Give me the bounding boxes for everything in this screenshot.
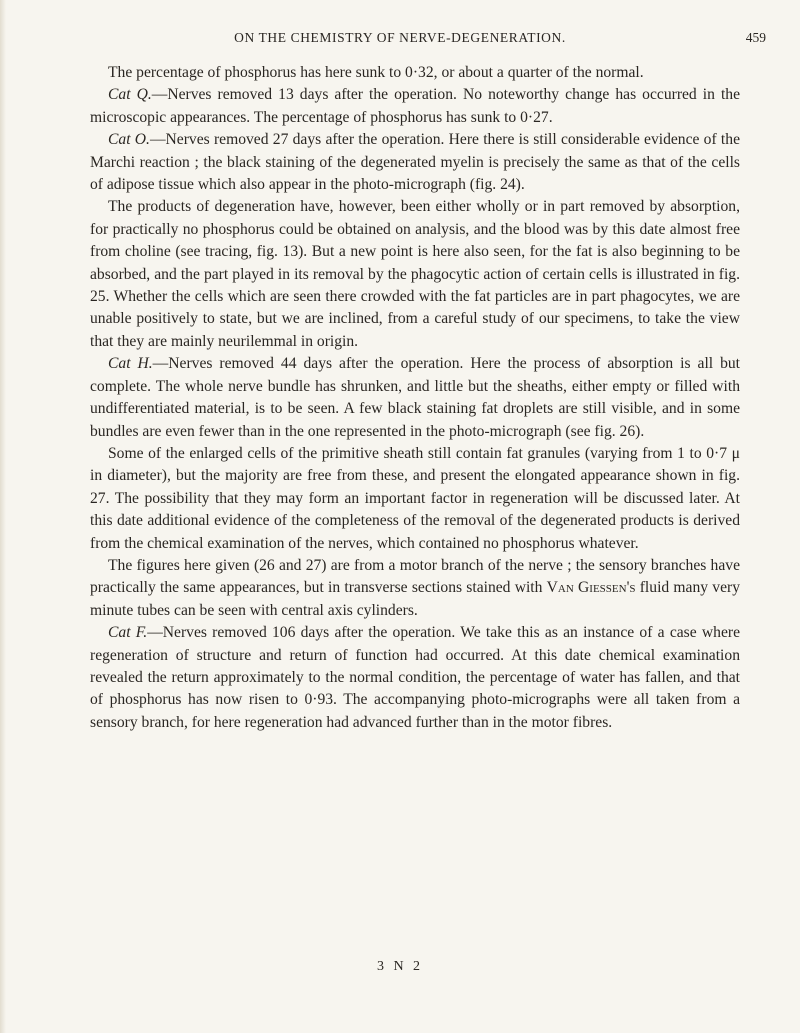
case-text-cat-h: —Nerves removed 44 days after the operation. Here the process of absorption is all but complete. The whole nerve bundle has shrunken, and little but the sheaths, either empty or filled with undifferentiated material, is to be seen. A few black staining fat droplets are still visible, and in some bundles are even fewer than in the one represented in the photo-micrograph (see fig. 26). [90, 355, 741, 440]
case-label-cat-h: Cat H. [108, 355, 153, 373]
paragraph-figures [90, 555, 740, 622]
van-giessen-name: Van Giessen's [546, 579, 636, 597]
case-label-cat-q: Cat Q. [108, 86, 152, 104]
page-number: 459 [745, 30, 766, 45]
case-text-cat-q: —Nerves removed 13 days after the operation. No noteworthy change has occurred in the microscopic appearances. The percentage of phosphorus has sunk to 0·27. [90, 86, 741, 126]
paragraph-cat-q [90, 84, 740, 129]
case-text-cat-f: —Nerves removed 106 days after the operation. We take this as an instance of a case where regeneration of structure and return of function had occurred. At this date chemical examination revealed the return approximately to the normal condition, the percentage of water has fallen, and that of phosphorus has now risen to 0·93. The accompanying photo-micrographs were all taken from a sensory branch, for here regeneration had advanced further than in the motor fibres. [90, 624, 740, 731]
running-head: ON THE CHEMISTRY OF NERVE-DEGENERATION. [234, 30, 566, 45]
paragraph-primitive-sheath: Some of the enlarged cells of the primitive sheath still contain fat granules (varying from 1 to 0·7 μ in diameter), but the majority are free from these, and present the elongated appearance shown in fig. 27. The possibility that they may form an important factor in regeneration will be discussed later. At this date additional evidence of the completeness of the removal of the degenerated products is derived from the chemical examination of the nerves, which contained no phosphorus whatever. [90, 444, 740, 552]
figures-text-a: The figures here given (26 and 27) are from a motor branch of the nerve ; the sensory branches have practically the same appearances, but in transverse sections stained with [90, 556, 740, 597]
paragraph-degeneration-products: The products of degeneration have, however, been either wholly or in part removed by absorption, for practically no phosphorus could be obtained on analysis, and the blood was by this date almost free from choline (see tracing, fig. 13). But a new point is here also seen, for the fat is also beginning to be absorbed, and the part played in its removal by the phagocytic action of certain cells is illustrated in fig. 25. Whether the cells which are seen there crowded with the fat particles are in part phagocytes, we are unable positively to state, but we are inclined, from a careful study of our specimens, to take the view that they are mainly neurilemmal in origin. [90, 198, 740, 350]
figures-text-b: fluid many very minute tubes can be seen with central axis cylinders. [90, 579, 741, 619]
paragraph-cat-f [90, 622, 740, 734]
paragraph-cat-o [90, 129, 740, 196]
case-label-cat-f: Cat F. [108, 624, 148, 642]
body-text [90, 62, 740, 734]
printer-signature: 3 N 2 [376, 959, 424, 974]
page-spine-shadow [0, 0, 6, 1033]
case-label-cat-o: Cat O. [108, 131, 150, 149]
page-header [0, 26, 800, 50]
paragraph-cat-h [90, 353, 740, 443]
case-text-cat-o: —Nerves removed 27 days after the operation. Here there is still considerable evidence of the Marchi reaction ; the black staining of the degenerated myelin is precisely the same as that of the cells of adipose tissue which also appear in the photo-micrograph (fig. 24). [90, 131, 740, 194]
paragraph-1: The percentage of phosphorus has here sunk to 0·32, or about a quarter of the normal. [108, 64, 644, 81]
